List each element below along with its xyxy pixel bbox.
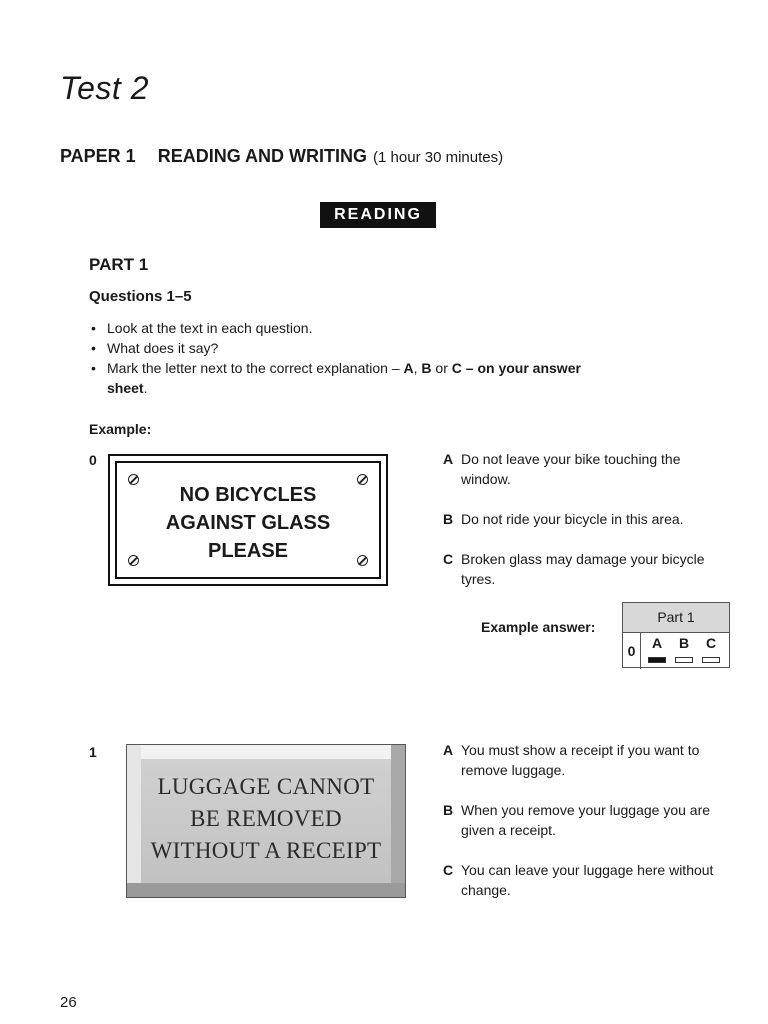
instruction-text: Mark the letter next to the correct explanation – xyxy=(107,360,404,376)
option-b xyxy=(443,800,738,840)
sign-bevel xyxy=(127,883,405,897)
paper-heading xyxy=(60,146,503,167)
option-letter: A xyxy=(443,742,454,758)
instruction-item xyxy=(89,358,609,398)
example-number: 0 xyxy=(89,452,97,468)
instruction-letter-c: C xyxy=(451,360,462,376)
test-title: Test 2 xyxy=(60,70,149,106)
instruction-sep: , xyxy=(413,360,422,376)
answer-col-c: C xyxy=(705,635,717,651)
question-1-sign-text xyxy=(127,771,405,867)
option-text: You must show a receipt if you want to remove luggage. xyxy=(461,742,700,778)
answer-col-b: B xyxy=(678,635,690,651)
option-letter: B xyxy=(443,802,454,818)
instruction-letter-b: B xyxy=(421,360,432,376)
option-letter: C xyxy=(443,551,454,567)
option-letter: B xyxy=(443,511,454,527)
answer-mark-b xyxy=(675,657,693,663)
section-badge: READING xyxy=(320,202,436,228)
page-number: 26 xyxy=(60,994,77,1011)
option-letter: A xyxy=(443,451,454,467)
answer-box-row xyxy=(623,633,729,669)
option-c xyxy=(443,549,728,589)
questions-range: Questions 1–5 xyxy=(89,288,192,305)
example-options xyxy=(443,449,728,609)
option-letter: C xyxy=(443,862,454,878)
paper-duration: (1 hour 30 minutes) xyxy=(373,149,504,166)
option-text: Do not ride your bicycle in this area. xyxy=(461,511,684,527)
example-answer-label: Example answer: xyxy=(481,619,596,635)
option-text: Do not leave your bike touching the window. xyxy=(461,451,681,487)
answer-mark-a-filled xyxy=(648,657,666,663)
option-text: Broken glass may damage your bicycle tyres. xyxy=(461,551,705,587)
answer-mark-c xyxy=(702,657,720,663)
instruction-item xyxy=(89,338,609,358)
question-1-sign xyxy=(126,744,406,898)
answer-col-a: A xyxy=(651,635,663,651)
sign-line: WITHOUT A RECEIPT xyxy=(150,838,382,863)
instruction-sep: or xyxy=(431,360,452,376)
option-c xyxy=(443,860,738,900)
option-text: When you remove your luggage you are given a receipt. xyxy=(461,802,711,838)
sign-bevel xyxy=(127,745,405,759)
sign-line: LUGGAGE CANNOT xyxy=(157,774,375,799)
sign-line: AGAINST GLASS xyxy=(165,512,331,534)
instruction-item xyxy=(89,318,609,338)
answer-box-header: Part 1 xyxy=(623,603,729,633)
instruction-emphasis: – on your answer sheet xyxy=(107,360,581,396)
option-text: You can leave your luggage here without change. xyxy=(461,862,714,898)
example-label: Example: xyxy=(89,421,152,437)
sign-line: PLEASE xyxy=(207,540,289,562)
instruction-text: What does it say? xyxy=(107,340,219,356)
option-b xyxy=(443,509,728,529)
instruction-letter-a: A xyxy=(403,360,414,376)
paper-name: READING AND WRITING xyxy=(157,146,368,166)
option-a xyxy=(443,740,738,780)
sign-line: BE REMOVED xyxy=(190,806,342,831)
example-sign-inner-border xyxy=(115,461,381,579)
part-title: PART 1 xyxy=(89,255,149,274)
example-answer-box xyxy=(622,602,730,668)
answer-row-number: 0 xyxy=(623,633,641,669)
question-1-options xyxy=(443,740,738,920)
instruction-text: Look at the text in each question. xyxy=(107,320,313,336)
example-sign xyxy=(108,454,388,586)
question-1-number: 1 xyxy=(89,744,97,760)
sign-line: NO BICYCLES xyxy=(179,484,317,506)
paper-number: PAPER 1 xyxy=(60,146,136,166)
instructions-list xyxy=(89,318,609,398)
instruction-end: . xyxy=(143,380,148,396)
example-sign-text xyxy=(117,481,379,565)
option-a xyxy=(443,449,728,489)
